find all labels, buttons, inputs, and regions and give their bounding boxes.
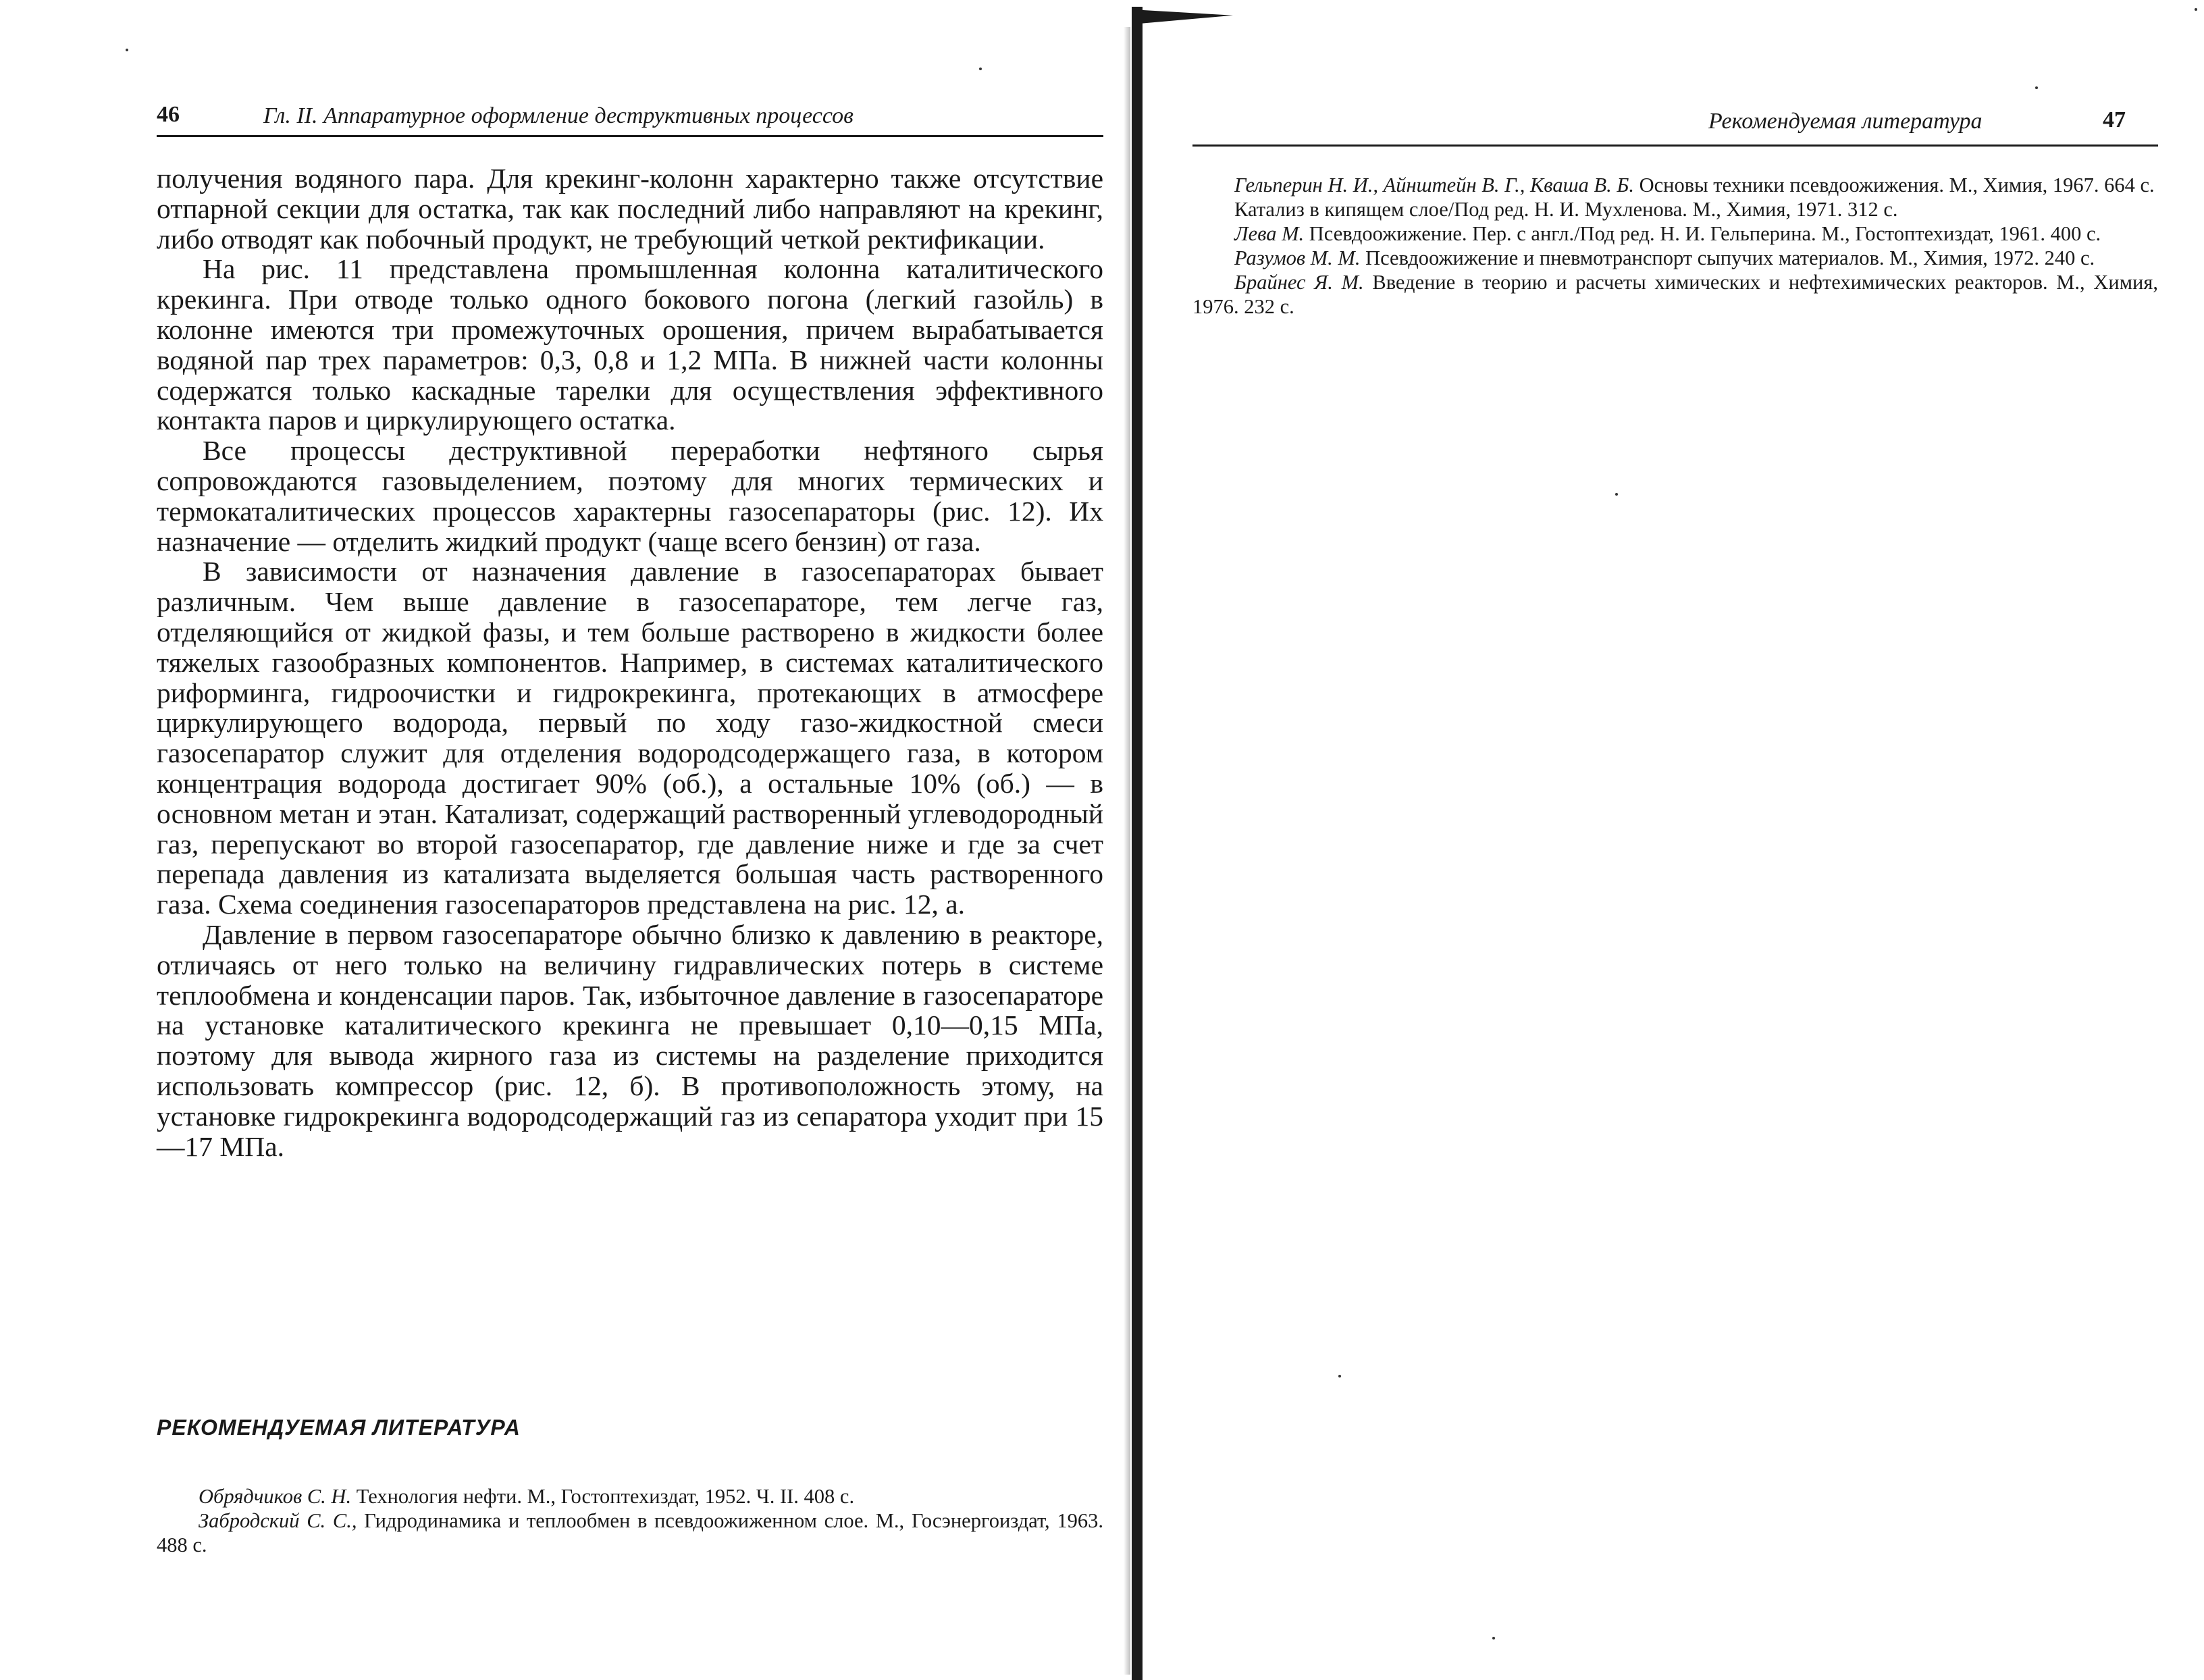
scan-speck: [1615, 493, 1618, 496]
reference-text: Псевдоожижение и пневмотранспорт сыпучих материалов. М., Химия, 1972. 240 с.: [1360, 246, 2095, 269]
reference-text: Катализ в кипящем слое/Под ред. Н. И. Мухленова. М., Химия, 1971. 312 с.: [1234, 198, 1898, 221]
reference-author: Брайнес Я. М.: [1234, 271, 1364, 294]
reference-item: [1192, 197, 2158, 221]
reference-author: Лева М.: [1234, 222, 1305, 245]
scan-speck: [2195, 8, 2197, 11]
right-header-rule: [1192, 145, 2158, 147]
right-page: [1141, 0, 2204, 1680]
gutter-shadow: [1124, 27, 1130, 1675]
reference-text: Введение в теорию и расчеты химических и нефтехимических реакторов. М., Химия, 1976. 232 с.: [1192, 271, 2158, 318]
reference-author: Гельперин Н. И., Айнштейн В. Г., Кваша В. Б.: [1234, 174, 1634, 196]
reference-text: Гидродинамика и теплообмен в псевдоожиженном слое. М., Госэнергоиздат, 1963. 488 с.: [157, 1509, 1103, 1556]
paragraph: На рис. 11 представлена промышленная колонна каталитического крекинга. При отводе только одного бокового погона (легкий газойль) в колонне имеются три промежуточных орошения, причем вырабатывается водяной пар трех параметров: 0,3, 0,8 и 1,2 МПа. В нижней части колонны содержатся только каскадные тарелки для осуществления эффективного контакта паров и циркулирующего остатка.: [157, 253, 1103, 436]
reference-author: Забродский С. С.,: [199, 1509, 357, 1532]
paragraph: В зависимости от назначения давление в газосепараторах бывает различным. Чем выше давление в газосепараторе, тем легче газ, отделяющийся от жидкой фазы, и тем больше растворено в жидкости более тяжелых газообразных компонентов. Например, в системах каталитического риформинга, гидроочистки и гидрокрекинга, протекающих в атмосфере циркулирующего водорода, первый по ходу газо-жидкостной смеси газосепаратор служит для отделения водородсодержащего газа, в котором концентрация водорода достигает 90% (об.), а остальные 10% (об.) — в основном метан и этан. Катализат, содержащий растворенный углеводородный газ, перепускают во второй газосепаратор, где давление ниже и где за счет перепада давления из катализата выделяется большая часть растворенного газа. Схема соединения газосепараторов представлена на рис. 12, а.: [157, 556, 1103, 920]
reference-item: [1192, 173, 2158, 197]
reference-author: Разумов М. М.: [1234, 246, 1361, 269]
right-page-number: 47: [2103, 107, 2126, 132]
reference-item: [1192, 270, 2158, 319]
scan-speck: [1338, 1375, 1341, 1377]
reference-item: [1192, 221, 2158, 246]
left-running-head: Гл. II. Аппаратурное оформление деструктивных процессов: [263, 103, 854, 128]
reference-item: [157, 1508, 1103, 1557]
left-body-text: [157, 163, 1103, 1161]
left-references: [157, 1484, 1103, 1557]
reference-author: Обрядчиков С. Н.: [199, 1485, 352, 1508]
paragraph: Давление в первом газосепараторе обычно близко к давлению в реакторе, отличаясь от него только на величину гидравлических потерь в системе теплообмена и конденсации паров. Так, избыточное давление в газосепараторе на установке каталитического крекинга не превышает 0,10—0,15 МПа, поэтому для вывода жирного газа из системы на разделение приходится использовать компрессор (рис. 12, б). В противоположность этому, на установке гидрокрекинга водородсодержащий газ из сепаратора уходит при 15—17 МПа.: [157, 918, 1103, 1162]
scan-speck: [979, 68, 982, 70]
paragraph: получения водяного пара. Для крекинг-колонн характерно также отсутствие отпарной секции для остатка, так как последний либо направляют на крекинг, либо отводят как побочный продукт, не требующий четкой ректификации.: [157, 163, 1103, 255]
right-references: [1192, 173, 2158, 319]
left-page-number: 46: [157, 102, 180, 127]
left-header-rule: [157, 135, 1103, 137]
scan-speck: [1492, 1637, 1495, 1639]
reference-item: [1192, 246, 2158, 270]
reference-item: [157, 1484, 1103, 1508]
reference-text: Основы техники псевдоожижения. М., Химия, 1967. 664 с.: [1633, 174, 2155, 196]
scan-speck: [126, 49, 128, 51]
reference-text: Псевдоожижение. Пер. с англ./Под ред. Н. И. Гельперина. М., Гостоптехиздат, 1961. 400 с.: [1304, 222, 2101, 245]
scan-speck: [2035, 86, 2038, 89]
paragraph: Все процессы деструктивной переработки нефтяного сырья сопровождаются газовыделением, поэтому для многих термических и термокаталитических процессов характерны газосепараторы (рис. 12). Их назначение — отделить жидкий продукт (чаще всего бензин) от газа.: [157, 435, 1103, 557]
section-title: РЕКОМЕНДУЕМАЯ ЛИТЕРАТУРА: [157, 1415, 521, 1440]
right-running-head: Рекомендуемая литература: [1708, 109, 1983, 134]
reference-text: Технология нефти. М., Гостоптехиздат, 1952. Ч. II. 408 с.: [351, 1485, 855, 1508]
